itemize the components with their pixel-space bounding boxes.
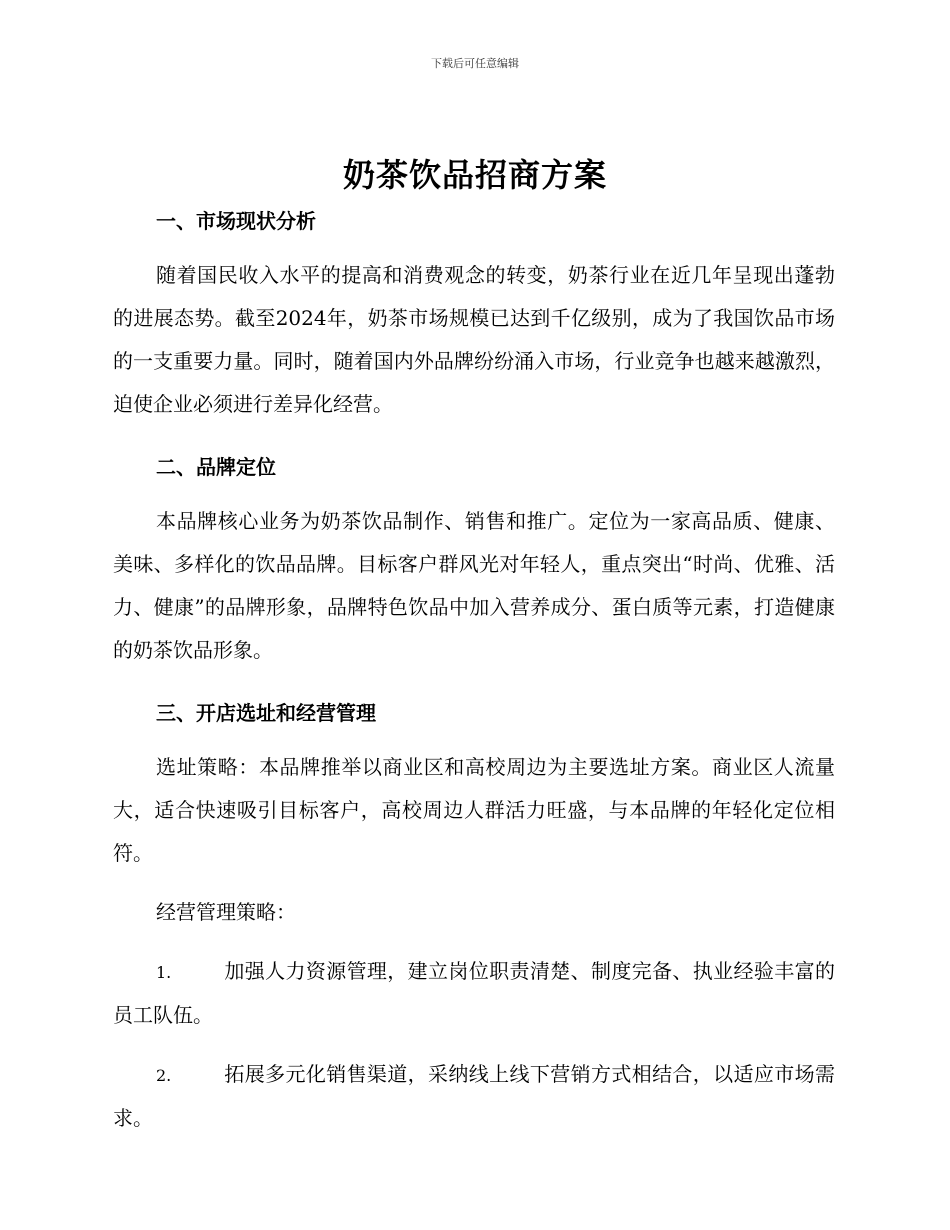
page-header-note: 下载后可任意编辑 bbox=[431, 57, 519, 70]
list-item-text: 拓展多元化销售渠道，采纳线上线下营销方式相结合，以适应市场需求。 bbox=[113, 1062, 835, 1130]
list-item bbox=[113, 950, 835, 1037]
paragraph-market-analysis: 随着国民收入水平的提高和消费观念的转变，奶茶行业在近几年呈现出蓬勃的进展态势。截至2024年，奶茶市场规模已达到千亿级别，成为了我国饮品市场的一支重要力量。同时，随着国内外品牌纷纷涌入市场，行业竞争也越来越激烈，迫使企业必须进行差异化经营。 bbox=[113, 263, 835, 416]
paragraph-management-strategy: 经营管理策略： bbox=[156, 900, 296, 924]
document-body bbox=[113, 204, 835, 1140]
paragraph-site-strategy: 选址策略：本品牌推举以商业区和高校周边为主要选址方案。商业区人流量大，适合快速吸引目标客户，高校周边人群活力旺盛，与本品牌的年轻化定位相符。 bbox=[113, 755, 835, 865]
document-title: 奶茶饮品招商方案 bbox=[342, 156, 607, 194]
list-item-text: 加强人力资源管理，建立岗位职责清楚、制度完备、执业经验丰富的员工队伍。 bbox=[113, 959, 835, 1027]
section-heading-market: 一、市场现状分析 bbox=[156, 209, 316, 233]
paragraph-brand-positioning: 本品牌核心业务为奶茶饮品制作、销售和推广。定位为一家高品质、健康、美味、多样化的饮品品牌。目标客户群风光对年轻人，重点突出“时尚、优雅、活力、健康”的品牌形象，品牌特色饮品中加入营养成分、蛋白质等元素，打造健康的奶茶饮品形象。 bbox=[113, 509, 835, 662]
list-item-number: 2. bbox=[156, 1066, 172, 1085]
list-item-number: 1. bbox=[156, 963, 172, 982]
section-heading-brand: 二、品牌定位 bbox=[156, 455, 276, 479]
list-item bbox=[113, 1053, 835, 1140]
section-heading-store: 三、开店选址和经营管理 bbox=[156, 701, 376, 725]
